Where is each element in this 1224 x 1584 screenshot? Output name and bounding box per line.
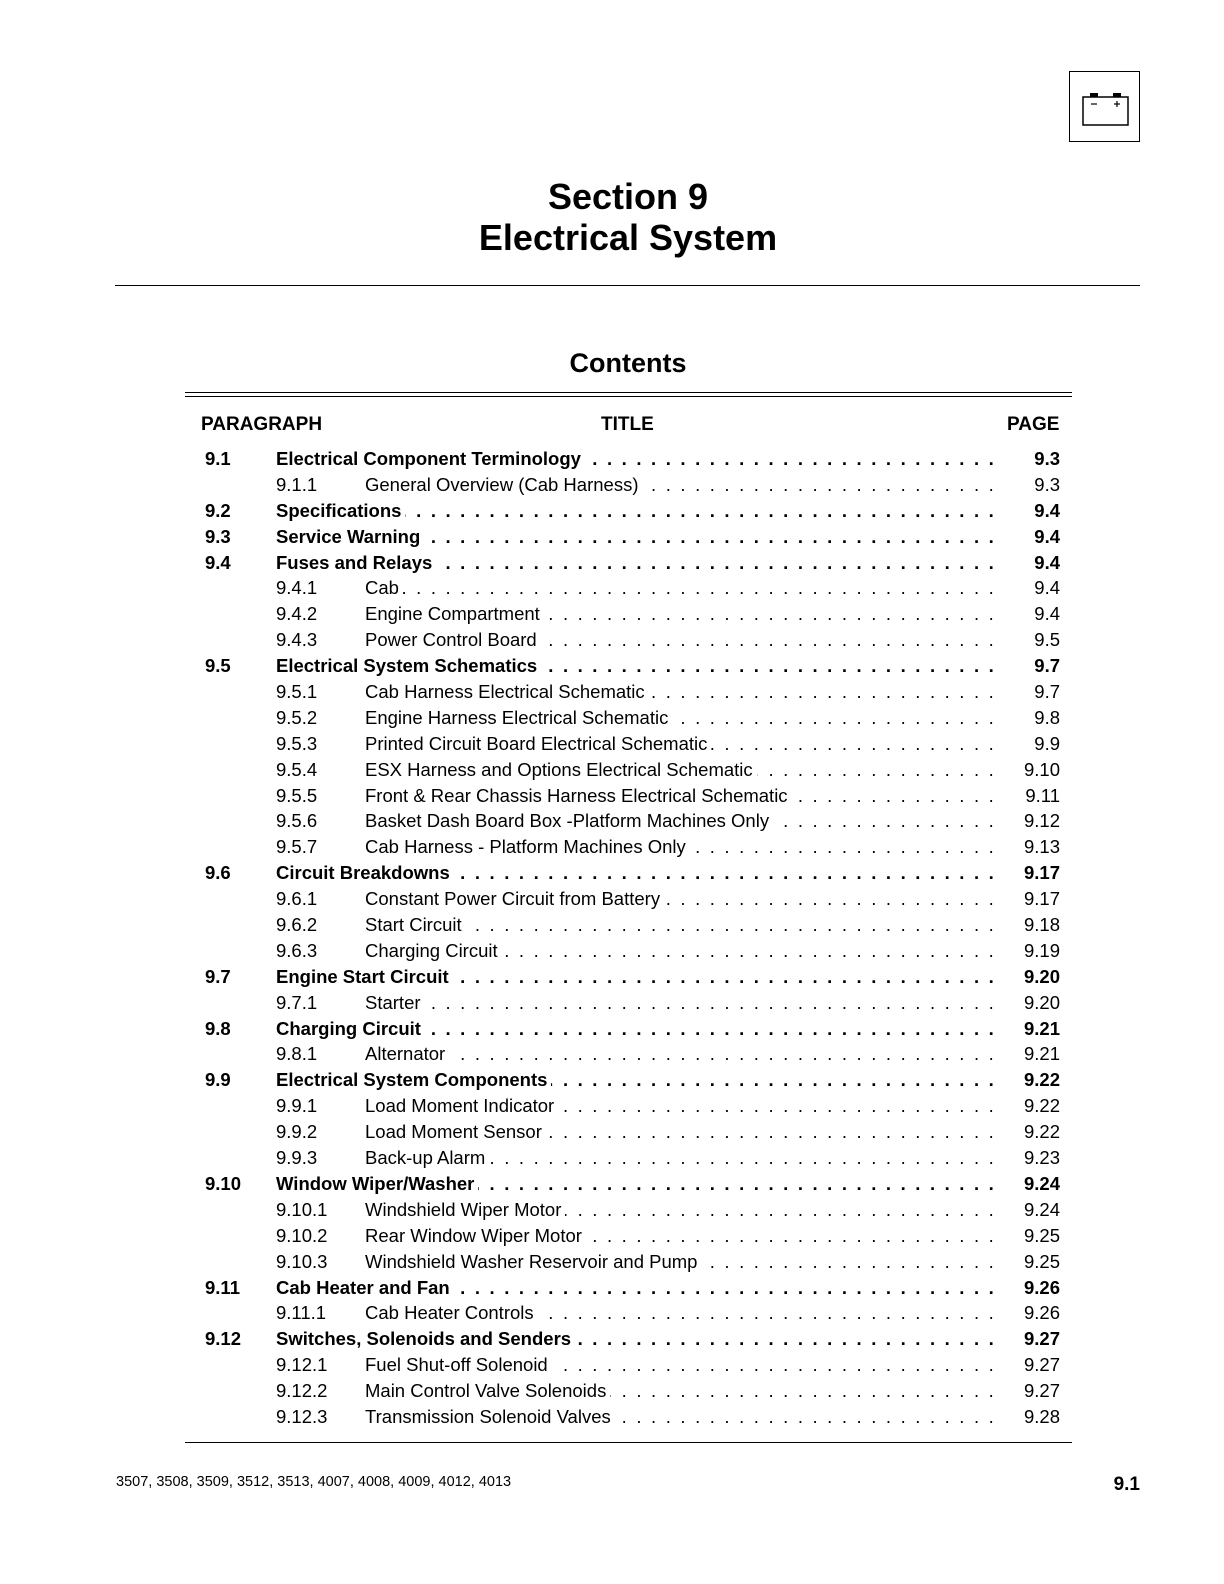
toc-subentry[interactable] (185, 1145, 1072, 1171)
toc-title: Basket Dash Board Box -Platform Machines Only (365, 810, 773, 831)
toc-page-number: 9.27 (1023, 1354, 1060, 1376)
toc-title-leader (276, 860, 996, 886)
toc-paragraph-number: 9.5.3 (276, 732, 318, 754)
toc-title-leader (365, 1223, 996, 1249)
toc-paragraph-number: 9.10.1 (276, 1198, 328, 1220)
toc-title: Charging Circuit (365, 940, 502, 961)
toc-title: Front & Rear Chassis Harness Electrical Schematic (365, 785, 792, 806)
toc-subentry[interactable] (185, 886, 1072, 912)
toc-paragraph-number: 9.5.7 (276, 836, 318, 858)
toc-title-leader (365, 1378, 996, 1404)
toc-title-leader (365, 731, 996, 757)
toc-title: Engine Compartment (365, 603, 544, 624)
toc-page-number: 9.26 (1023, 1276, 1060, 1298)
toc-title: Charging Circuit (276, 1018, 425, 1039)
toc-paragraph-number: 9.9.3 (276, 1147, 318, 1169)
toc-title: Electrical System Schematics (276, 655, 541, 676)
toc-subentry[interactable] (185, 1093, 1072, 1119)
toc-page-number: 9.4 (1034, 525, 1060, 547)
toc-subentry[interactable] (185, 1197, 1072, 1223)
toc-title-leader (365, 1197, 996, 1223)
toc-page-number: 9.25 (1023, 1224, 1060, 1246)
toc-title: Load Moment Sensor (365, 1121, 546, 1142)
toc-subentry[interactable] (185, 575, 1072, 601)
toc-page-number: 9.7 (1034, 655, 1060, 677)
toc-title-leader (365, 679, 996, 705)
toc-title: Printed Circuit Board Electrical Schematic (365, 733, 711, 754)
toc-paragraph-number: 9.9.2 (276, 1121, 318, 1143)
toc-title-leader (276, 1275, 996, 1301)
toc-page-number: 9.20 (1023, 991, 1060, 1013)
toc-title: Cab (365, 577, 403, 598)
toc-title-leader (365, 1145, 996, 1171)
table-of-contents (185, 446, 1072, 1430)
toc-entry[interactable] (185, 1171, 1072, 1197)
toc-page-number: 9.21 (1023, 1017, 1060, 1039)
toc-page-number: 9.17 (1023, 862, 1060, 884)
toc-page-number: 9.4 (1034, 603, 1060, 625)
toc-page-number: 9.11 (1025, 784, 1060, 806)
toc-title-leader (276, 550, 996, 576)
toc-paragraph-number: 9.4.1 (276, 577, 318, 599)
toc-paragraph-number: 9.8.1 (276, 1043, 318, 1065)
toc-title: Cab Harness - Platform Machines Only (365, 836, 690, 857)
toc-paragraph-number: 9.12.1 (276, 1354, 328, 1376)
toc-entry[interactable] (185, 964, 1072, 990)
toc-page-number: 9.22 (1023, 1121, 1060, 1143)
toc-paragraph-number: 9.5.4 (276, 758, 318, 780)
toc-page-number: 9.7 (1034, 681, 1060, 703)
toc-title-leader (276, 653, 996, 679)
toc-entry[interactable] (185, 653, 1072, 679)
toc-title: Cab Harness Electrical Schematic (365, 681, 649, 702)
toc-entry[interactable] (185, 550, 1072, 576)
toc-page-number: 9.21 (1023, 1043, 1060, 1065)
toc-title-leader (365, 1352, 996, 1378)
toc-subentry[interactable] (185, 834, 1072, 860)
column-header-paragraph: PARAGRAPH (201, 414, 323, 435)
toc-title: Electrical System Components (276, 1069, 551, 1090)
toc-title-leader (365, 705, 996, 731)
section-label: Section 9 (547, 176, 709, 217)
toc-title-leader (365, 1041, 996, 1067)
toc-paragraph-number: 9.7.1 (276, 991, 318, 1013)
toc-paragraph-number: 9.10 (205, 1172, 242, 1194)
toc-title-leader (365, 757, 996, 783)
toc-page-number: 9.22 (1023, 1095, 1060, 1117)
toc-page-number: 9.23 (1023, 1147, 1060, 1169)
toc-title: Transmission Solenoid Valves (365, 1406, 615, 1427)
toc-subentry[interactable] (185, 1352, 1072, 1378)
contents-heading: Contents (569, 348, 687, 378)
toc-title: Constant Power Circuit from Battery (365, 888, 664, 909)
toc-subentry[interactable] (185, 938, 1072, 964)
toc-page-number: 9.18 (1023, 914, 1060, 936)
toc-page-number: 9.27 (1023, 1328, 1060, 1350)
toc-entry[interactable] (185, 1016, 1072, 1042)
toc-paragraph-number: 9.6.1 (276, 888, 318, 910)
contents-bottom-rule (185, 1442, 1072, 1443)
toc-paragraph-number: 9.6 (205, 862, 231, 884)
toc-paragraph-number: 9.12 (205, 1328, 242, 1350)
toc-title: Switches, Solenoids and Senders (276, 1328, 575, 1349)
toc-page-number: 9.4 (1034, 577, 1060, 599)
toc-title-leader (365, 601, 996, 627)
toc-title-leader (365, 1404, 996, 1430)
toc-paragraph-number: 9.4 (205, 551, 231, 573)
toc-subentry[interactable] (185, 1404, 1072, 1430)
toc-title: Electrical Component Terminology (276, 448, 585, 469)
toc-title-leader (276, 1067, 996, 1093)
toc-title: Engine Start Circuit (276, 966, 453, 987)
toc-paragraph-number: 9.7 (205, 965, 231, 987)
toc-paragraph-number: 9.9.1 (276, 1095, 318, 1117)
toc-page-number: 9.24 (1023, 1198, 1060, 1220)
toc-paragraph-number: 9.4.2 (276, 603, 318, 625)
toc-page-number: 9.19 (1023, 939, 1060, 961)
toc-paragraph-number: 9.12.3 (276, 1405, 328, 1427)
toc-title-leader (276, 1326, 996, 1352)
toc-title-leader (276, 1016, 996, 1042)
toc-title: Cab Heater and Fan (276, 1277, 454, 1298)
toc-title: Alternator (365, 1043, 449, 1064)
toc-title-leader (276, 524, 996, 550)
toc-subentry[interactable] (185, 1041, 1072, 1067)
toc-paragraph-number: 9.9 (205, 1069, 231, 1091)
toc-page-number: 9.12 (1023, 810, 1060, 832)
toc-paragraph-number: 9.10.2 (276, 1224, 328, 1246)
toc-title: Rear Window Wiper Motor (365, 1225, 586, 1246)
toc-title-leader (276, 964, 996, 990)
toc-subentry[interactable] (185, 990, 1072, 1016)
toc-page-number: 9.24 (1023, 1172, 1060, 1194)
toc-title: Windshield Washer Reservoir and Pump (365, 1251, 701, 1272)
toc-title: Fuel Shut-off Solenoid (365, 1354, 552, 1375)
battery-icon (1082, 89, 1129, 127)
toc-title-leader (365, 1249, 996, 1275)
toc-title-leader (276, 498, 996, 524)
toc-paragraph-number: 9.3 (205, 525, 231, 547)
toc-title-leader (365, 990, 996, 1016)
toc-paragraph-number: 9.5.5 (276, 784, 318, 806)
toc-subentry[interactable] (185, 472, 1072, 498)
toc-subentry[interactable] (185, 912, 1072, 938)
toc-subentry[interactable] (185, 1300, 1072, 1326)
footer-models: 3507, 3508, 3509, 3512, 3513, 4007, 4008, 4009, 4012, 4013 (116, 1474, 512, 1490)
toc-paragraph-number: 9.6.3 (276, 939, 318, 961)
battery-icon-box (1069, 71, 1140, 142)
toc-page-number: 9.3 (1034, 473, 1060, 495)
toc-subentry[interactable] (185, 1119, 1072, 1145)
toc-title: ESX Harness and Options Electrical Schematic (365, 759, 757, 780)
toc-title: Main Control Valve Solenoids (365, 1380, 610, 1401)
toc-page-number: 9.13 (1023, 836, 1060, 858)
toc-title-leader (365, 627, 996, 653)
contents-double-rule (185, 392, 1072, 397)
toc-paragraph-number: 9.5.6 (276, 810, 318, 832)
toc-paragraph-number: 9.1.1 (276, 473, 318, 495)
toc-title: Specifications (276, 500, 405, 521)
toc-page-number: 9.9 (1034, 732, 1060, 754)
section-title: Electrical System (478, 217, 778, 258)
toc-entry[interactable] (185, 1326, 1072, 1352)
title-divider (115, 285, 1140, 286)
toc-entry[interactable] (185, 1275, 1072, 1301)
toc-title-leader (365, 808, 996, 834)
toc-title-leader (365, 1300, 996, 1326)
toc-paragraph-number: 9.1 (205, 448, 231, 469)
toc-title: Starter (365, 992, 425, 1013)
toc-entry[interactable] (185, 498, 1072, 524)
toc-title: Cab Heater Controls (365, 1302, 538, 1323)
toc-entry[interactable] (185, 524, 1072, 550)
toc-title: Back-up Alarm (365, 1147, 489, 1168)
toc-title: Circuit Breakdowns (276, 862, 454, 883)
toc-page-number: 9.4 (1034, 551, 1060, 573)
toc-paragraph-number: 9.4.3 (276, 629, 318, 651)
toc-paragraph-number: 9.6.2 (276, 914, 318, 936)
toc-entry[interactable] (185, 860, 1072, 886)
toc-subentry[interactable] (185, 601, 1072, 627)
toc-subentry[interactable] (185, 627, 1072, 653)
toc-entry[interactable] (185, 446, 1072, 472)
toc-title-leader (365, 886, 996, 912)
toc-paragraph-number: 9.5 (205, 655, 231, 677)
toc-page-number: 9.5 (1034, 629, 1060, 651)
toc-page-number: 9.27 (1023, 1380, 1060, 1402)
toc-title-leader (365, 1119, 996, 1145)
column-header-title: TITLE (601, 414, 654, 435)
toc-subentry[interactable] (185, 808, 1072, 834)
toc-paragraph-number: 9.10.3 (276, 1250, 328, 1272)
toc-paragraph-number: 9.5.1 (276, 681, 318, 703)
toc-title: Windshield Wiper Motor (365, 1199, 565, 1220)
column-header-page: PAGE (1007, 414, 1060, 435)
toc-title: General Overview (Cab Harness) (365, 474, 642, 495)
toc-page-number: 9.25 (1023, 1250, 1060, 1272)
toc-title: Power Control Board (365, 629, 541, 650)
toc-title-leader (365, 938, 996, 964)
toc-paragraph-number: 9.11 (205, 1276, 240, 1298)
toc-paragraph-number: 9.2 (205, 499, 231, 521)
toc-title-leader (365, 1093, 996, 1119)
toc-paragraph-number: 9.8 (205, 1017, 231, 1039)
toc-title-leader (276, 446, 996, 472)
toc-subentry[interactable] (185, 1249, 1072, 1275)
toc-page-number: 9.8 (1034, 706, 1060, 728)
toc-title-leader (276, 1171, 996, 1197)
toc-page-number: 9.26 (1023, 1302, 1060, 1324)
toc-subentry[interactable] (185, 731, 1072, 757)
toc-subentry[interactable] (185, 705, 1072, 731)
toc-page-number: 9.20 (1023, 965, 1060, 987)
footer-page-number: 9.1 (1113, 1474, 1140, 1495)
toc-title: Service Warning (276, 526, 424, 547)
toc-page-number: 9.10 (1023, 758, 1060, 780)
toc-title-leader (365, 575, 996, 601)
toc-page-number: 9.4 (1034, 499, 1060, 521)
toc-subentry[interactable] (185, 679, 1072, 705)
toc-title-leader (365, 783, 996, 809)
toc-page-number: 9.22 (1023, 1069, 1060, 1091)
toc-page-number: 9.3 (1034, 448, 1060, 469)
toc-page-number: 9.17 (1023, 888, 1060, 910)
toc-title: Fuses and Relays (276, 552, 436, 573)
toc-subentry[interactable] (185, 1378, 1072, 1404)
toc-title: Engine Harness Electrical Schematic (365, 707, 672, 728)
toc-subentry[interactable] (185, 783, 1072, 809)
toc-title: Window Wiper/Washer (276, 1173, 478, 1194)
toc-title-leader (365, 912, 996, 938)
toc-subentry[interactable] (185, 757, 1072, 783)
toc-title: Load Moment Indicator (365, 1095, 558, 1116)
toc-subentry[interactable] (185, 1223, 1072, 1249)
toc-paragraph-number: 9.12.2 (276, 1380, 328, 1402)
toc-paragraph-number: 9.5.2 (276, 706, 318, 728)
toc-title-leader (365, 472, 996, 498)
toc-paragraph-number: 9.11.1 (276, 1302, 327, 1324)
section-title-block (0, 176, 1224, 258)
toc-title: Start Circuit (365, 914, 466, 935)
toc-entry[interactable] (185, 1067, 1072, 1093)
toc-title-leader (365, 834, 996, 860)
toc-page-number: 9.28 (1023, 1405, 1060, 1427)
